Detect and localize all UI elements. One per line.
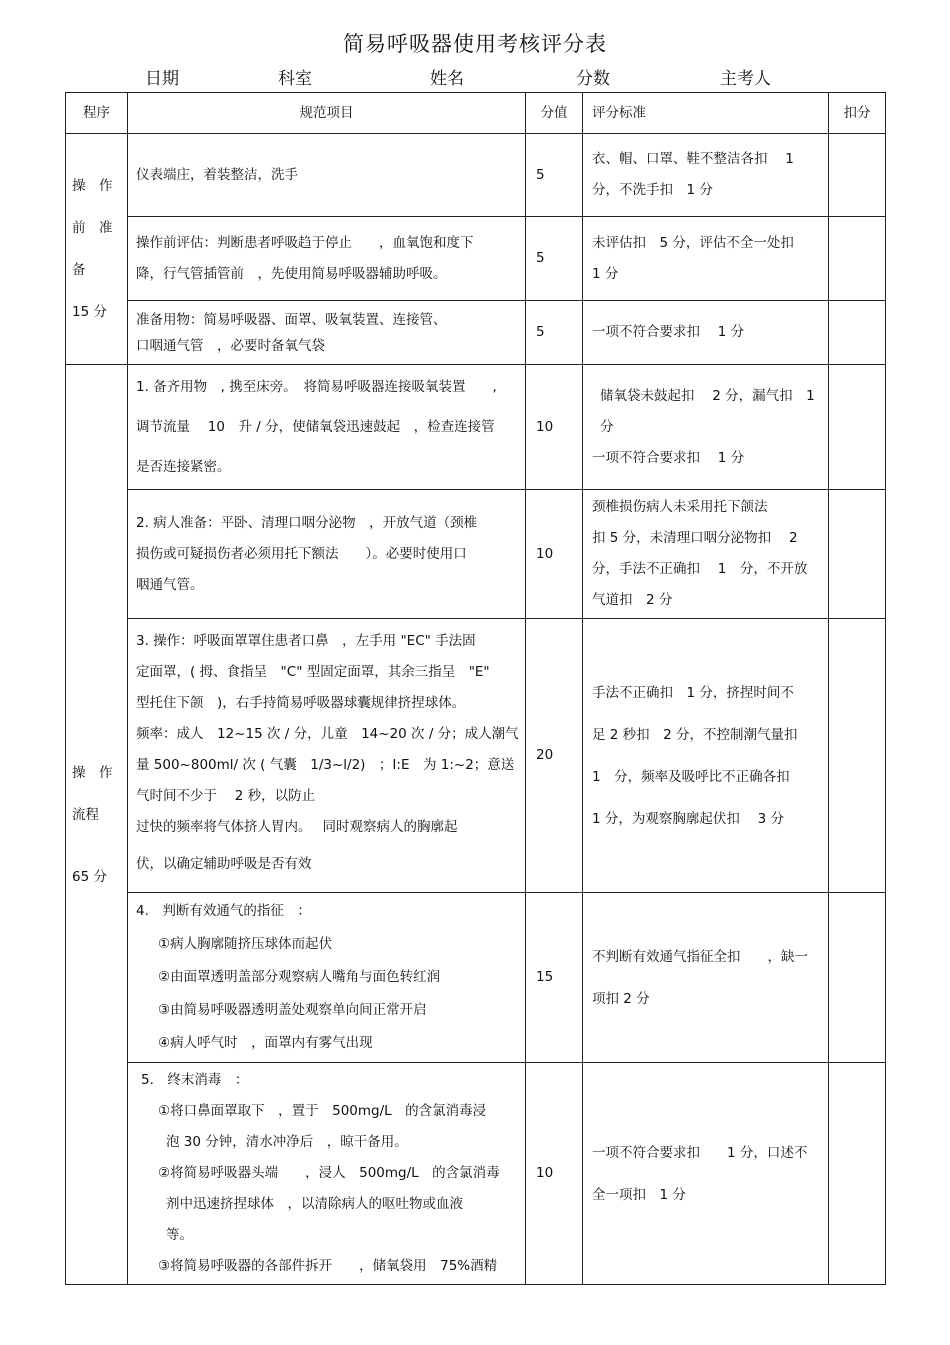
criteria-line: 1 分，为观察胸廓起伏扣 3 分 <box>592 810 785 827</box>
item-line: 过快的频率将气体挤人胃内。 同时观察病人的胸廓起 <box>136 819 458 835</box>
item-cell <box>128 365 526 490</box>
item-line: 型托住下颌 )，右手持简易呼吸器球囊规律挤捏球体。 <box>136 695 466 711</box>
item-cell <box>128 301 526 365</box>
date-label: 日期 <box>145 69 179 89</box>
table-header-row <box>66 93 886 134</box>
table-row <box>66 1063 886 1285</box>
item-line: 咽通气管。 <box>136 576 204 593</box>
item-line: 气时间不少于 2 秒，以防止 <box>136 788 316 804</box>
criteria-line: 颈椎损伤病人未采用托下颌法 <box>592 499 768 515</box>
criteria-line: 一项不符合要求扣 1 分 <box>592 324 745 340</box>
criteria-line: 衣、帽、口罩、鞋不整洁各扣 1 <box>592 151 794 167</box>
deduct-cell <box>829 619 886 893</box>
criteria-line: 1 分，频率及吸呼比不正确各扣 <box>592 768 790 785</box>
score-label: 分数 <box>576 69 610 89</box>
score-cell: 10 <box>526 365 583 490</box>
table-row <box>66 365 886 490</box>
header-fields <box>0 64 950 90</box>
deduct-cell <box>829 365 886 490</box>
criteria-line: 分 <box>600 418 614 435</box>
item-line: 等。 <box>166 1227 193 1243</box>
item-line: ②将简易呼吸器头端 ，浸人 500mg/L 的含氯消毒 <box>158 1165 500 1181</box>
criteria-line: 分，手法不正确扣 1 分，不开放 <box>592 561 808 577</box>
stage-line: 65 分 <box>72 868 107 885</box>
item-line: 4. 判断有效通气的指征 ： <box>136 903 311 919</box>
item-line: 3. 操作：呼吸面罩罩住患者口鼻 ，左手用 "EC" 手法固 <box>136 633 476 649</box>
criteria-line: 一项不符合要求扣 1 分，口述不 <box>592 1144 808 1161</box>
score-cell: 5 <box>526 301 583 365</box>
criteria-line: 一项不符合要求扣 1 分 <box>592 449 745 466</box>
deduct-cell <box>829 217 886 301</box>
header-item: 规范项目 <box>128 93 526 134</box>
table-row <box>66 490 886 619</box>
item-line: 仪表端庄，着装整洁，洗手 <box>136 166 298 183</box>
criteria-line: 气道扣 2 分 <box>592 592 673 608</box>
stage-line: 操 作 <box>72 764 113 781</box>
stage-line: 15 分 <box>72 304 107 320</box>
item-cell <box>128 217 526 301</box>
score-cell: 5 <box>526 217 583 301</box>
header-criteria: 评分标准 <box>583 93 829 134</box>
item-line: 泡 30 分钟，清水冲净后 ，晾干备用。 <box>166 1134 408 1150</box>
stage-line: 备 <box>72 262 86 278</box>
criteria-line: 项扣 2 分 <box>592 990 650 1007</box>
criteria-cell <box>583 1063 829 1285</box>
header-score: 分值 <box>526 93 583 134</box>
item-line: 降，行气管插管前 ，先使用简易呼吸器辅助呼吸。 <box>136 265 447 282</box>
stage-line: 操 作 <box>72 178 113 194</box>
item-line: 操作前评估：判断患者呼吸趋于停止 ，血氧饱和度下 <box>136 234 474 251</box>
score-cell: 10 <box>526 1063 583 1285</box>
item-line: 2. 病人准备：平卧、清理口咽分泌物 ，开放气道（颈椎 <box>136 514 478 531</box>
dept-label: 科室 <box>278 69 312 89</box>
criteria-line: 扣 5 分，未清理口咽分泌物扣 2 <box>592 530 798 546</box>
criteria-cell <box>583 217 829 301</box>
item-line: 频率：成人 12~15 次 / 分，儿童 14~20 次 / 分；成人潮气 <box>136 726 519 742</box>
item-line: 5. 终末消毒 ： <box>141 1072 249 1088</box>
table-row <box>66 893 886 1063</box>
item-line: 剂中迅速挤捏球体 ，以清除病人的呕吐物或血液 <box>166 1196 463 1212</box>
criteria-line: 全一项扣 1 分 <box>592 1186 686 1203</box>
examiner-label: 主考人 <box>720 69 771 89</box>
item-line: 伏，以确定辅助呼吸是否有效 <box>136 856 312 872</box>
item-line: ③将简易呼吸器的各部件拆开 ，储氧袋用 75%酒精 <box>158 1258 498 1274</box>
item-line: 口咽通气管 ，必要时备氧气袋 <box>136 337 325 354</box>
header-stage: 程序 <box>66 93 128 134</box>
criteria-line: 手法不正确扣 1 分，挤捏时间不 <box>592 684 794 701</box>
item-cell <box>128 619 526 893</box>
table-row <box>66 301 886 365</box>
item-cell <box>128 490 526 619</box>
score-cell: 5 <box>526 134 583 217</box>
table-row <box>66 619 886 893</box>
criteria-cell <box>583 893 829 1063</box>
criteria-cell <box>583 490 829 619</box>
deduct-cell <box>829 1063 886 1285</box>
score-cell: 20 <box>526 619 583 893</box>
item-line: 定面罩，( 拇、食指呈 "C" 型固定面罩，其余三指呈 "E" <box>136 664 490 680</box>
criteria-line: 分，不洗手扣 1 分 <box>592 182 713 198</box>
criteria-cell <box>583 301 829 365</box>
deduct-cell <box>829 893 886 1063</box>
stage-line <box>72 836 127 856</box>
score-cell: 10 <box>526 490 583 619</box>
criteria-line: 足 2 秒扣 2 分，不控制潮气量扣 <box>592 726 798 743</box>
item-cell <box>128 893 526 1063</box>
item-line: 1. 备齐用物 , 携至床旁。 将简易呼吸器连接吸氧装置 , <box>136 379 497 395</box>
scoring-table <box>65 92 886 1285</box>
table-row <box>66 134 886 217</box>
item-cell <box>128 134 526 217</box>
deduct-cell <box>829 134 886 217</box>
stage-line: 前 准 <box>72 220 113 236</box>
item-line: ②由面罩透明盖部分观察病人嘴角与面色转红润 <box>158 969 441 985</box>
item-line: 调节流量 10 升 / 分，使储氧袋迅速鼓起 ，检查连接管 <box>136 419 495 435</box>
name-label: 姓名 <box>430 69 464 89</box>
stage-prep-cell <box>66 134 128 365</box>
stage-process-cell <box>66 365 128 1285</box>
item-cell <box>128 1063 526 1285</box>
score-cell: 15 <box>526 893 583 1063</box>
deduct-cell <box>829 490 886 619</box>
item-line: ①病人胸廓随挤压球体而起伏 <box>158 936 333 952</box>
criteria-cell <box>583 134 829 217</box>
criteria-line: 不判断有效通气指征全扣 ，缺一 <box>592 948 808 965</box>
criteria-line: 未评估扣 5 分，评估不全一处扣 <box>592 234 794 251</box>
header-deduct: 扣分 <box>829 93 886 134</box>
criteria-line: 储氧袋未鼓起扣 2 分，漏气扣 1 <box>600 387 815 404</box>
item-line: 量 500~800ml/ 次 ( 气囊 1/3~l/2) ；I:E 为 1:~2；意送 <box>136 757 515 773</box>
criteria-line: 1 分 <box>592 265 619 282</box>
table-row <box>66 217 886 301</box>
item-line: ③由简易呼吸器透明盖处观察单向间正常开启 <box>158 1002 427 1018</box>
item-line: ①将口鼻面罩取下 ，置于 500mg/L 的含氯消毒浸 <box>158 1103 487 1119</box>
criteria-cell <box>583 365 829 490</box>
item-line: 是否连接紧密。 <box>136 459 231 475</box>
criteria-cell <box>583 619 829 893</box>
stage-line: 流程 <box>72 806 99 823</box>
deduct-cell <box>829 301 886 365</box>
item-line: 损伤或可疑损伤者必须用托下额法 ）。必要时使用口 <box>136 545 467 562</box>
item-line: 准备用物：简易呼吸器、面罩、吸氧装置、连接管、 <box>136 311 447 328</box>
item-line: ④病人呼气时 ，面罩内有雾气出现 <box>158 1035 373 1051</box>
page-title: 简易呼吸器使用考核评分表 <box>343 32 607 56</box>
